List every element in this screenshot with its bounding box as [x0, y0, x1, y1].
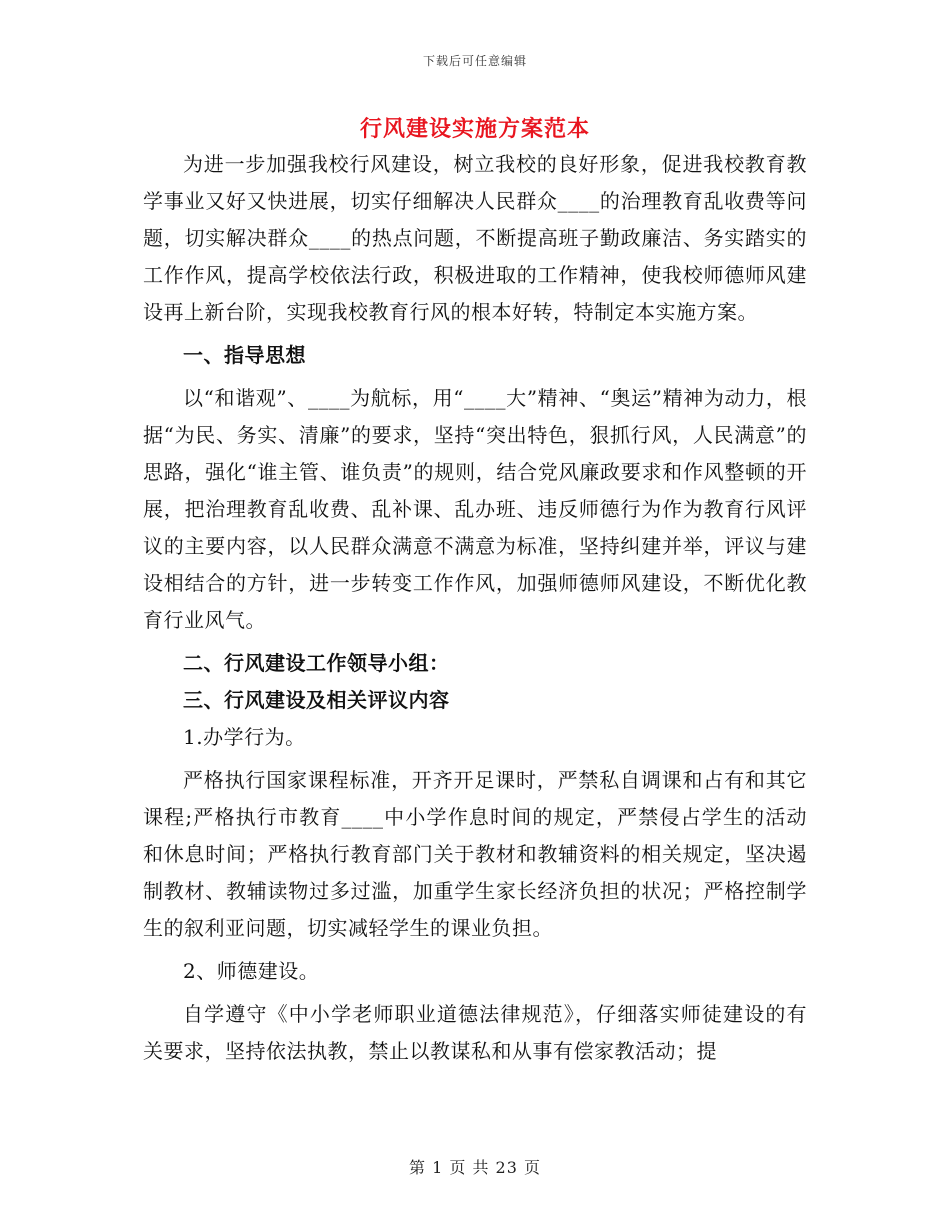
header-note: 下载后可任意编辑 — [422, 54, 527, 68]
section-heading-evaluation-content: 三、行风建设及相关评议内容 — [183, 688, 450, 712]
school-conduct-paragraph: 严格执行国家课程标准，开齐开足课时，严禁私自调课和占有和其它课程;严格执行市教育____中小学作息时间的规定，严禁侵占学生的活动和休息时间；严格执行教育部门关于教材和教辅资料的相关规定，坚决遏制教材、教辅读物过多过滥，加重学生家长经济负担的状况；严格控制学生的叙利亚问题，切实减轻学生的课业负担。 — [143, 768, 807, 940]
teacher-ethics-paragraph: 自学遵守《中小学老师职业道德法律规范》，仔细落实师徒建设的有关要求，坚持依法执教，禁止以教谋私和从事有偿家教活动；提 — [143, 1002, 807, 1063]
guiding-ideology-paragraph: 以“和谐观”、____为航标，用“____大”精神、“奥运”精神为动力，根据“为民、务实、清廉”的要求，坚持“突出特色，狠抓行风，人民满意”的思路，强化“谁主管、谁负责”的规则，结合党风廉政要求和作风整顿的开展，把治理教育乱收费、乱补课、乱办班、违反师德行为作为教育行风评议的主要内容，以人民群众满意不满意为标准，坚持纠建并举，评议与建设相结合的方针，进一步转变工作作风，加强师德师风建设，不断优化教育行业风气。 — [143, 386, 807, 632]
document-title: 行风建设实施方案范本 — [359, 116, 590, 142]
section-heading-leadership-group: 二、行风建设工作领导小组： — [183, 651, 450, 675]
item-title-school-conduct: 1.办学行为。 — [183, 725, 306, 749]
page-number-footer: 第 1 页 共 23 页 — [409, 1158, 541, 1177]
section-heading-guiding-ideology: 一、指导思想 — [183, 343, 306, 367]
intro-paragraph: 为进一步加强我校行风建设，树立我校的良好形象，促进我校教育教学事业又好又快进展，切实仔细解决人民群众____的治理教育乱收费等问题，切实解决群众____的热点问题，不断提高班子勤政廉洁、务实踏实的工作作风，提高学校依法行政，积极进取的工作精神，使我校师德师风建设再上新台阶，实现我校教育行风的根本好转，特制定本实施方案。 — [143, 152, 807, 324]
item-title-teacher-ethics: 2、师德建设。 — [183, 959, 320, 983]
document-body — [143, 146, 807, 1070]
